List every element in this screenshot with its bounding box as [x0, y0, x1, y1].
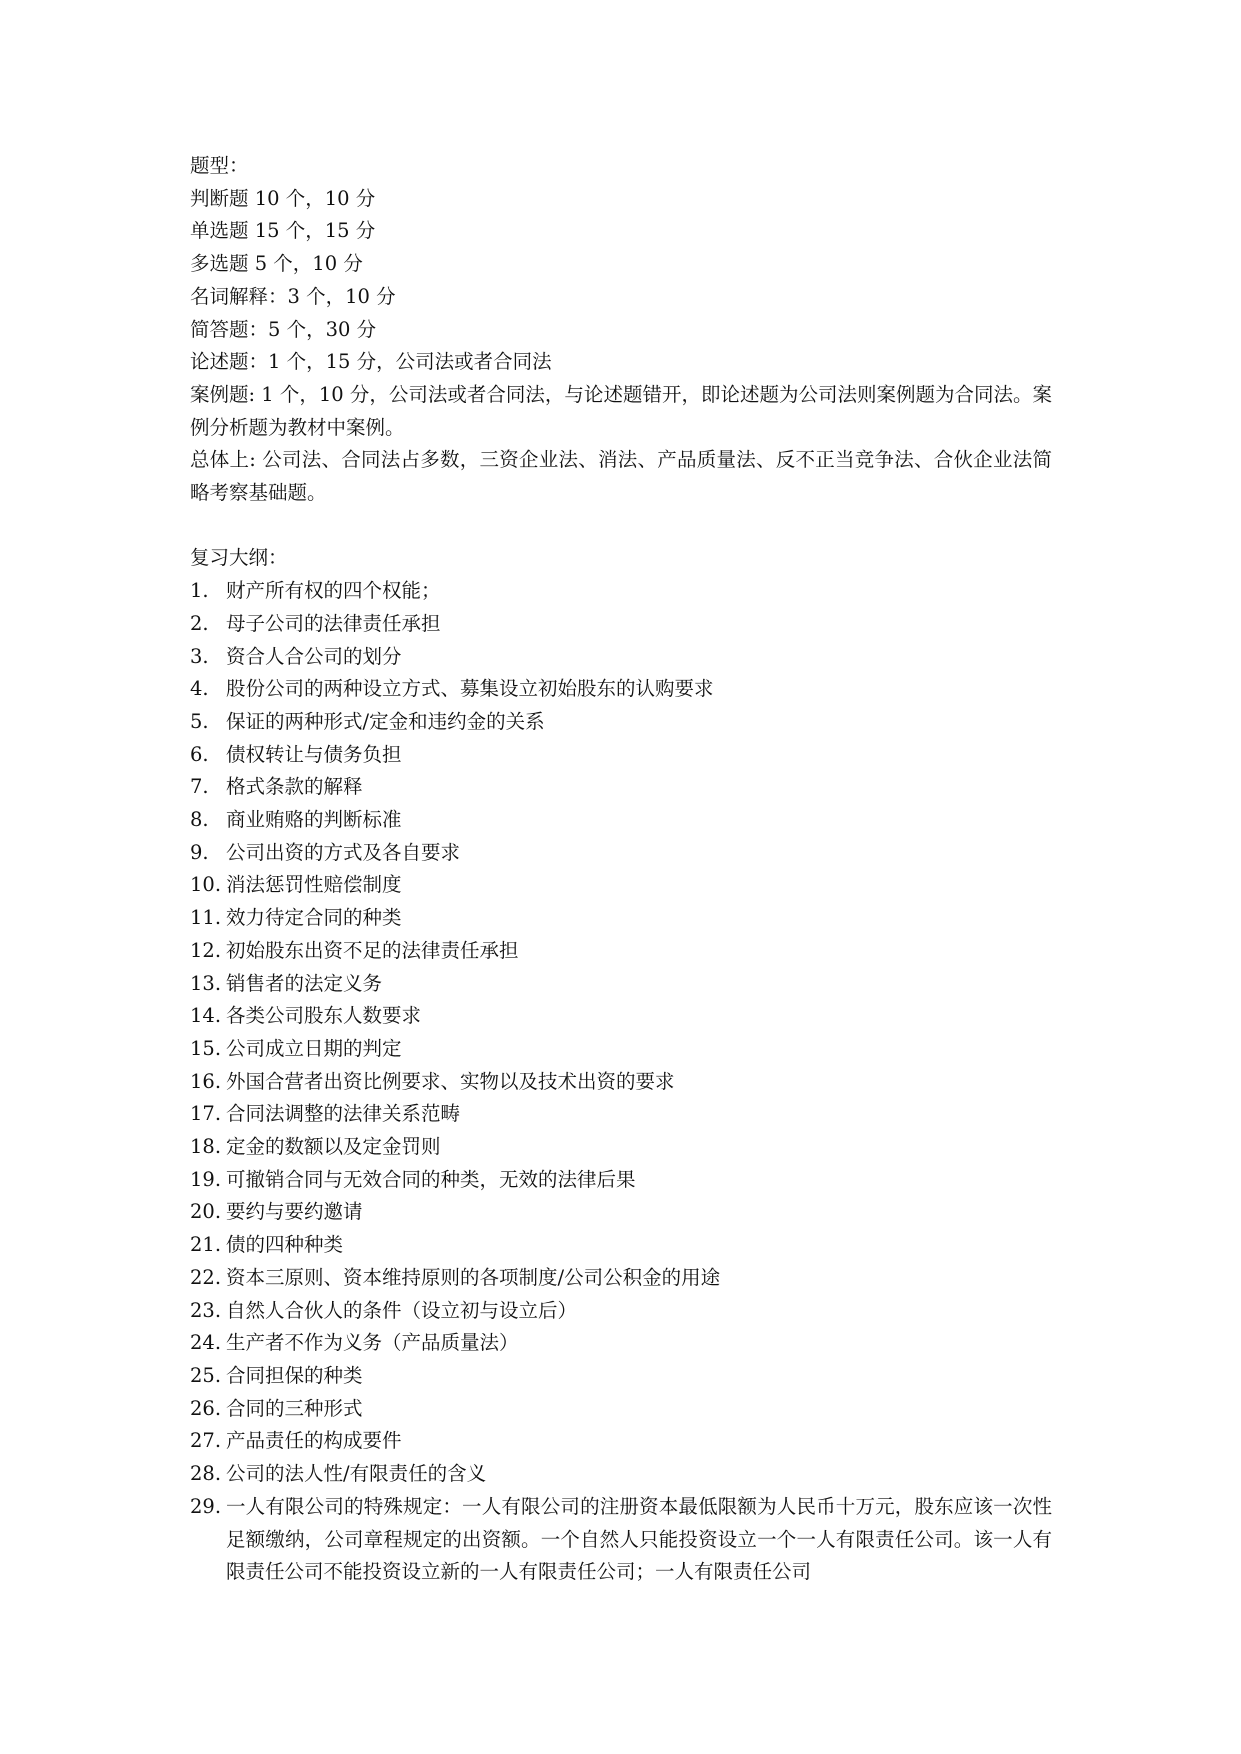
outline-item — [190, 673, 1052, 706]
outline-item-text: 各类公司股东人数要求 — [226, 1004, 422, 1028]
outline-item-text: 公司出资的方式及各自要求 — [226, 840, 461, 864]
outline-item-number: 24. — [190, 1331, 222, 1355]
outline-item — [190, 1098, 1052, 1131]
outline-item — [190, 1033, 1052, 1066]
outline-item — [190, 935, 1052, 968]
outline-item-text: 自然人合伙人的条件（设立初与设立后） — [226, 1298, 578, 1322]
outline-item — [190, 1327, 1052, 1360]
outline-item-text: 产品责任的构成要件 — [226, 1429, 402, 1453]
outline-item-number: 9. — [190, 840, 209, 864]
outline-item-text: 保证的两种形式/定金和违约金的关系 — [226, 709, 545, 733]
outline-item-number: 15. — [190, 1036, 222, 1060]
outline-item — [190, 1164, 1052, 1197]
outline-item — [190, 739, 1052, 772]
overall-note: 总体上: 公司法、合同法占多数，三资企业法、消法、产品质量法、反不正当竞争法、合伙企业法简略考察基础题。 — [190, 448, 1052, 505]
case-question-note: 案例题: 1 个，10 分，公司法或者合同法，与论述题错开，即论述题为公司法则案例题为合同法。案例分析题为教材中案例。 — [190, 382, 1052, 439]
outline-item-number: 5. — [190, 709, 209, 733]
outline-item-number: 19. — [190, 1167, 222, 1191]
outline-item-text: 股份公司的两种设立方式、募集设立初始股东的认购要求 — [226, 677, 714, 701]
outline-item — [190, 608, 1052, 641]
outline-list — [190, 575, 1052, 1589]
outline-item-text: 合同担保的种类 — [226, 1364, 363, 1387]
outline-item-number: 28. — [190, 1462, 222, 1486]
outline-item — [190, 1066, 1052, 1099]
outline-item-number: 23. — [190, 1298, 222, 1322]
outline-item-number: 4. — [190, 677, 209, 701]
outline-item-text: 资本三原则、资本维持原则的各项制度/公司公积金的用途 — [226, 1265, 721, 1289]
outline-item — [190, 1491, 1052, 1589]
outline-item-number: 2. — [190, 611, 209, 635]
question-type-item: 多选题 5 个，10 分 — [190, 252, 363, 276]
outline-item-text: 要约与要约邀请 — [226, 1200, 363, 1224]
outline-item — [190, 1295, 1052, 1328]
outline-item-number: 1. — [190, 579, 209, 603]
outline-item-number: 29. — [190, 1494, 222, 1518]
outline-item-text: 债的四种种类 — [226, 1233, 344, 1257]
outline-item-text: 可撤销合同与无效合同的种类，无效的法律后果 — [226, 1167, 636, 1191]
question-type-item: 简答题：5 个，30 分 — [190, 317, 377, 341]
question-type-item: 论述题：1 个，15 分，公司法或者合同法 — [190, 350, 552, 374]
question-type-item: 单选题 15 个，15 分 — [190, 219, 376, 243]
outline-item — [190, 1000, 1052, 1033]
outline-item-text: 公司成立日期的判定 — [226, 1036, 402, 1060]
outline-item-number: 11. — [190, 906, 222, 930]
outline-item-number: 3. — [190, 644, 209, 668]
outline-item — [190, 1196, 1052, 1229]
outline-heading: 复习大纲： — [190, 546, 288, 570]
outline-item-number: 6. — [190, 742, 209, 766]
outline-item — [190, 1425, 1052, 1458]
outline-item-number: 7. — [190, 775, 209, 799]
outline-item-text: 合同法调整的法律关系范畴 — [226, 1102, 461, 1126]
outline-item-text: 一人有限公司的特殊规定：一人有限公司的注册资本最低限额为人民币十万元，股东应该一次性足额缴纳，公司章程规定的出资额。一个自然人只能投资设立一个一人有限责任公司。该一人有限责任公司不能投资设立新的一人有限责任公司；一人有限责任公司 — [226, 1494, 1052, 1584]
outline-item-number: 18. — [190, 1135, 222, 1159]
outline-item — [190, 1360, 1052, 1393]
question-types-heading: 题型： — [190, 154, 249, 177]
outline-item-number: 8. — [190, 808, 209, 832]
outline-item — [190, 641, 1052, 674]
outline-item-text: 定金的数额以及定金罚则 — [226, 1135, 441, 1159]
question-type-item: 判断题 10 个，10 分 — [190, 186, 376, 210]
outline-item-text: 合同的三种形式 — [226, 1396, 363, 1420]
question-type-item: 名词解释：3 个，10 分 — [190, 284, 396, 308]
outline-item-text: 效力待定合同的种类 — [226, 906, 402, 930]
outline-item-number: 21. — [190, 1233, 222, 1257]
outline-item-text: 资合人合公司的划分 — [226, 644, 402, 668]
outline-item-text: 格式条款的解释 — [226, 775, 363, 799]
outline-item-number: 27. — [190, 1429, 222, 1453]
outline-item-text: 生产者不作为义务（产品质量法） — [226, 1331, 519, 1355]
outline-item — [190, 1229, 1052, 1262]
outline-item-number: 25. — [190, 1364, 222, 1387]
outline-item — [190, 804, 1052, 837]
outline-item-text: 母子公司的法律责任承担 — [226, 611, 441, 635]
outline-item — [190, 1393, 1052, 1426]
outline-item-number: 22. — [190, 1265, 222, 1289]
outline-item-text: 财产所有权的四个权能； — [226, 579, 441, 603]
outline-item-number: 14. — [190, 1004, 222, 1028]
outline-item — [190, 968, 1052, 1001]
outline-item — [190, 837, 1052, 870]
outline-item — [190, 706, 1052, 739]
outline-item — [190, 1458, 1052, 1491]
outline-item-number: 10. — [190, 873, 222, 897]
outline-item — [190, 575, 1052, 608]
outline-item — [190, 1262, 1052, 1295]
outline-item-number: 13. — [190, 971, 222, 995]
outline-item-text: 初始股东出资不足的法律责任承担 — [226, 938, 519, 962]
outline-item-text: 公司的法人性/有限责任的含义 — [226, 1462, 487, 1486]
outline-item — [190, 869, 1052, 902]
document-page — [190, 150, 1052, 1589]
outline-item-text: 债权转让与债务负担 — [226, 742, 402, 766]
outline-item — [190, 1131, 1052, 1164]
outline-item-number: 26. — [190, 1396, 222, 1420]
outline-item-text: 销售者的法定义务 — [226, 971, 383, 995]
outline-item-text: 商业贿赂的判断标准 — [226, 808, 402, 832]
outline-item-text: 消法惩罚性赔偿制度 — [226, 873, 402, 897]
paragraph-spacer — [190, 510, 1052, 543]
outline-item — [190, 771, 1052, 804]
outline-item-number: 17. — [190, 1102, 222, 1126]
outline-item-number: 20. — [190, 1200, 222, 1224]
outline-item-number: 16. — [190, 1069, 222, 1093]
outline-item-text: 外国合营者出资比例要求、实物以及技术出资的要求 — [226, 1069, 675, 1093]
outline-item — [190, 902, 1052, 935]
outline-item-number: 12. — [190, 938, 222, 962]
